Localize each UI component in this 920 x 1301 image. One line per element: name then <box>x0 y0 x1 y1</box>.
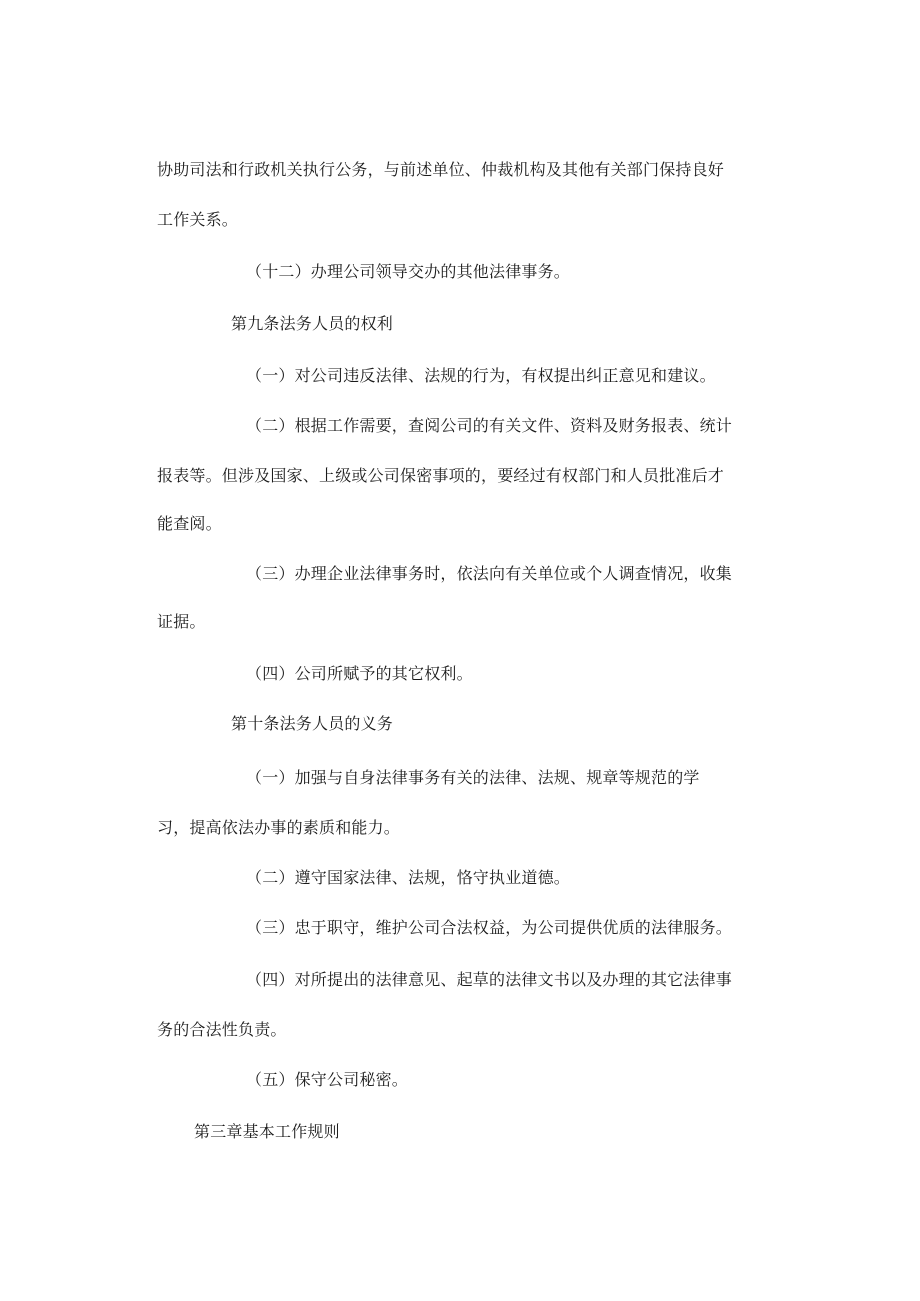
list-item: （二）遵守国家法律、法规，恪守执业道德。 <box>246 868 571 887</box>
chapter-heading: 第三章基本工作规则 <box>194 1122 340 1141</box>
list-item: （十二）办理公司领导交办的其他法律事务。 <box>246 262 571 281</box>
paragraph-line: 工作关系。 <box>157 210 239 229</box>
paragraph-line: 习，提高依法办事的素质和能力。 <box>157 818 401 837</box>
article-heading: 第十条法务人员的义务 <box>231 714 394 733</box>
list-item: （四）对所提出的法律意见、起草的法律文书以及办理的其它法律事 <box>246 970 733 989</box>
list-item: （五）保守公司秘密。 <box>246 1070 409 1089</box>
list-item: （三）办理企业法律事务时，依法向有关单位或个人调查情况，收集 <box>246 564 733 583</box>
list-item: （三）忠于职守，维护公司合法权益，为公司提供优质的法律服务。 <box>246 918 733 937</box>
paragraph-line: 务的合法性负责。 <box>157 1020 287 1039</box>
article-heading: 第九条法务人员的权利 <box>231 314 394 333</box>
paragraph-line: 能查阅。 <box>157 514 222 533</box>
list-item: （二）根据工作需要，查阅公司的有关文件、资料及财务报表、统计 <box>246 416 733 435</box>
paragraph-line: 协助司法和行政机关执行公务，与前述单位、仲裁机构及其他有关部门保持良好 <box>157 160 725 179</box>
list-item: （一）加强与自身法律事务有关的法律、法规、规章等规范的学 <box>246 768 700 787</box>
paragraph-line: 证据。 <box>157 612 206 631</box>
list-item: （四）公司所赋予的其它权利。 <box>246 664 473 683</box>
paragraph-line: 报表等。但涉及国家、上级或公司保密事项的，要经过有权部门和人员批准后才 <box>157 466 725 485</box>
list-item: （一）对公司违反法律、法规的行为，有权提出纠正意见和建议。 <box>246 366 716 385</box>
